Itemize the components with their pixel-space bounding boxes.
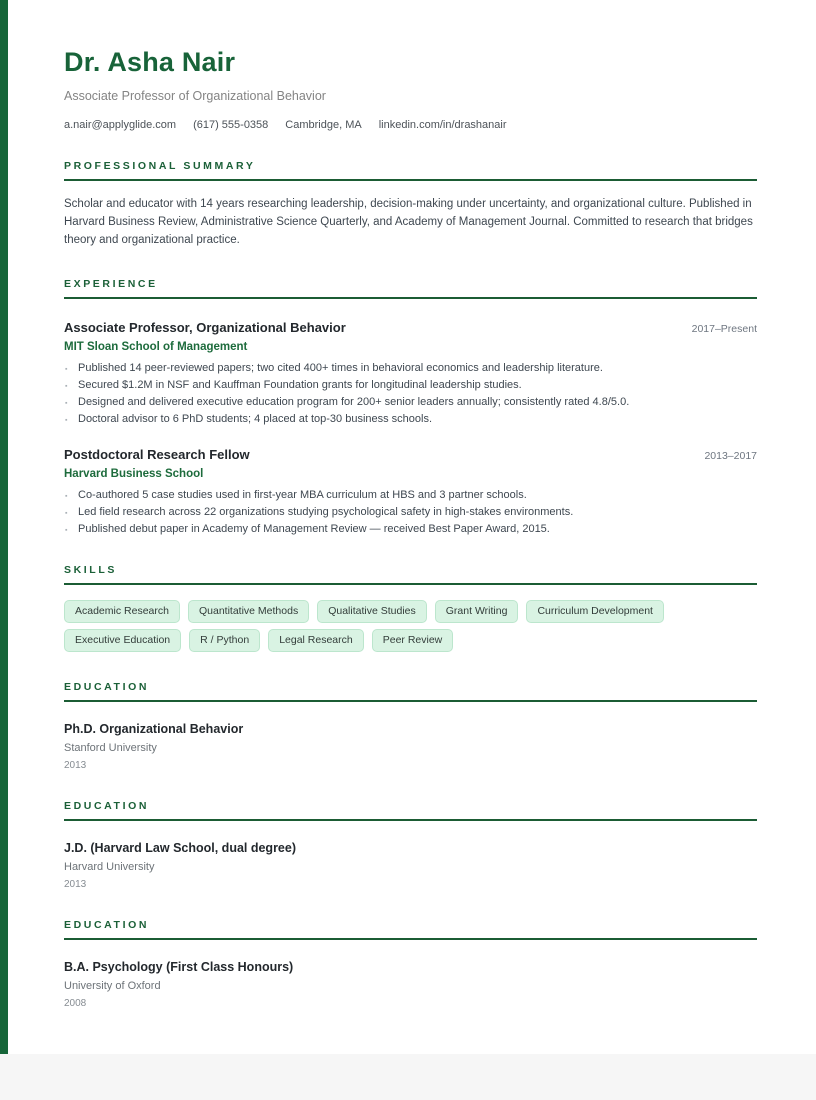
summary-text: Scholar and educator with 14 years researching leadership, decision-making under uncertainty, and organizational culture. Published in Harvard Business Review, Administrative Science Quarterly, and Academy of Management Journal. Committed to research that bridges theory and organizational practice. <box>64 198 753 246</box>
job-title: Associate Professor, Organizational Behavior <box>64 320 346 335</box>
section-heading-summary: PROFESSIONAL SUMMARY <box>64 160 757 181</box>
education-school: University of Oxford <box>64 980 161 992</box>
education-degree: Ph.D. Organizational Behavior <box>64 722 244 736</box>
skill-chip: Peer Review <box>372 629 454 652</box>
skill-chip: Academic Research <box>64 600 180 623</box>
job-entry <box>64 320 757 426</box>
section-experience <box>64 278 757 535</box>
contact-linkedin: linkedin.com/in/drashanair <box>378 119 507 131</box>
page-background-below <box>0 1054 816 1100</box>
education-degree: B.A. Psychology (First Class Honours) <box>64 960 294 974</box>
skill-chip: Grant Writing <box>435 600 519 623</box>
education-school: Harvard University <box>64 861 155 873</box>
job-title: Postdoctoral Research Fellow <box>64 446 250 462</box>
skill-chip: Executive Education <box>64 629 181 652</box>
job-header <box>64 320 757 335</box>
skill-chip-list <box>64 600 724 652</box>
resume-content <box>64 0 757 1009</box>
education-degree: J.D. (Harvard Law School, dual degree) <box>64 841 297 855</box>
skill-chip: Qualitative Studies <box>317 600 427 623</box>
job-dates: 2013–2017 <box>704 449 757 462</box>
job-bullet: ▪ Led field research across 22 organizations studying psychological safety in high-stakes environments. <box>64 507 757 519</box>
job-bullet: ▪ Doctoral advisor to 6 PhD students; 4 placed at top-30 business schools. <box>64 414 757 426</box>
person-title: Associate Professor of Organizational Behavior <box>64 89 326 103</box>
job-company: Harvard Business School <box>64 467 204 480</box>
job-bullets <box>64 490 757 536</box>
job-bullet: ▪ Secured $1.2M in NSF and Kauffman Foundation grants for longitudinal leadership studies. <box>64 380 757 392</box>
contact-location: Cambridge, MA <box>285 119 362 131</box>
section-education-3 <box>64 919 757 1009</box>
section-skills <box>64 564 757 652</box>
skill-chip: Curriculum Development <box>526 600 664 623</box>
education-year: 2013 <box>64 879 87 890</box>
person-name: Dr. Asha Nair <box>64 47 236 77</box>
job-bullets <box>64 363 757 426</box>
education-year: 2008 <box>64 998 87 1009</box>
job-bullet: ▪ Published 14 peer-reviewed papers; two cited 400+ times in behavioral economics and leadership literature. <box>64 363 757 375</box>
education-school: Stanford University <box>64 742 157 754</box>
resume-header <box>64 47 757 131</box>
section-heading-education: EDUCATION <box>64 681 757 702</box>
section-heading-skills: SKILLS <box>64 564 757 585</box>
section-heading-education: EDUCATION <box>64 919 757 940</box>
job-bullet: ▪ Co-authored 5 case studies used in first-year MBA curriculum at HBS and 3 partner schools. <box>64 490 757 502</box>
section-education-1 <box>64 681 757 771</box>
job-entry <box>64 447 757 536</box>
contact-phone: (617) 555-0358 <box>193 119 269 131</box>
job-bullet: ▪ Designed and delivered executive education program for 200+ senior leaders annually; consistently rated 4.8/5.0. <box>64 397 757 409</box>
job-dates: 2017–Present <box>691 323 757 335</box>
section-heading-education: EDUCATION <box>64 800 757 821</box>
job-bullet: ▪ Published debut paper in Academy of Management Review — received Best Paper Award, 2015. <box>64 524 757 536</box>
skill-chip: Quantitative Methods <box>188 600 309 623</box>
job-header <box>64 447 757 462</box>
skill-chip: R / Python <box>189 629 260 652</box>
section-professional-summary <box>64 160 757 249</box>
education-year: 2013 <box>64 760 87 771</box>
section-education-2 <box>64 800 757 890</box>
section-heading-experience: EXPERIENCE <box>64 278 757 299</box>
contact-email: a.nair@applyglide.com <box>64 119 177 131</box>
contact-row <box>64 119 757 131</box>
accent-stripe <box>0 0 8 1054</box>
skill-chip: Legal Research <box>268 629 364 652</box>
job-company: MIT Sloan School of Management <box>64 341 248 353</box>
